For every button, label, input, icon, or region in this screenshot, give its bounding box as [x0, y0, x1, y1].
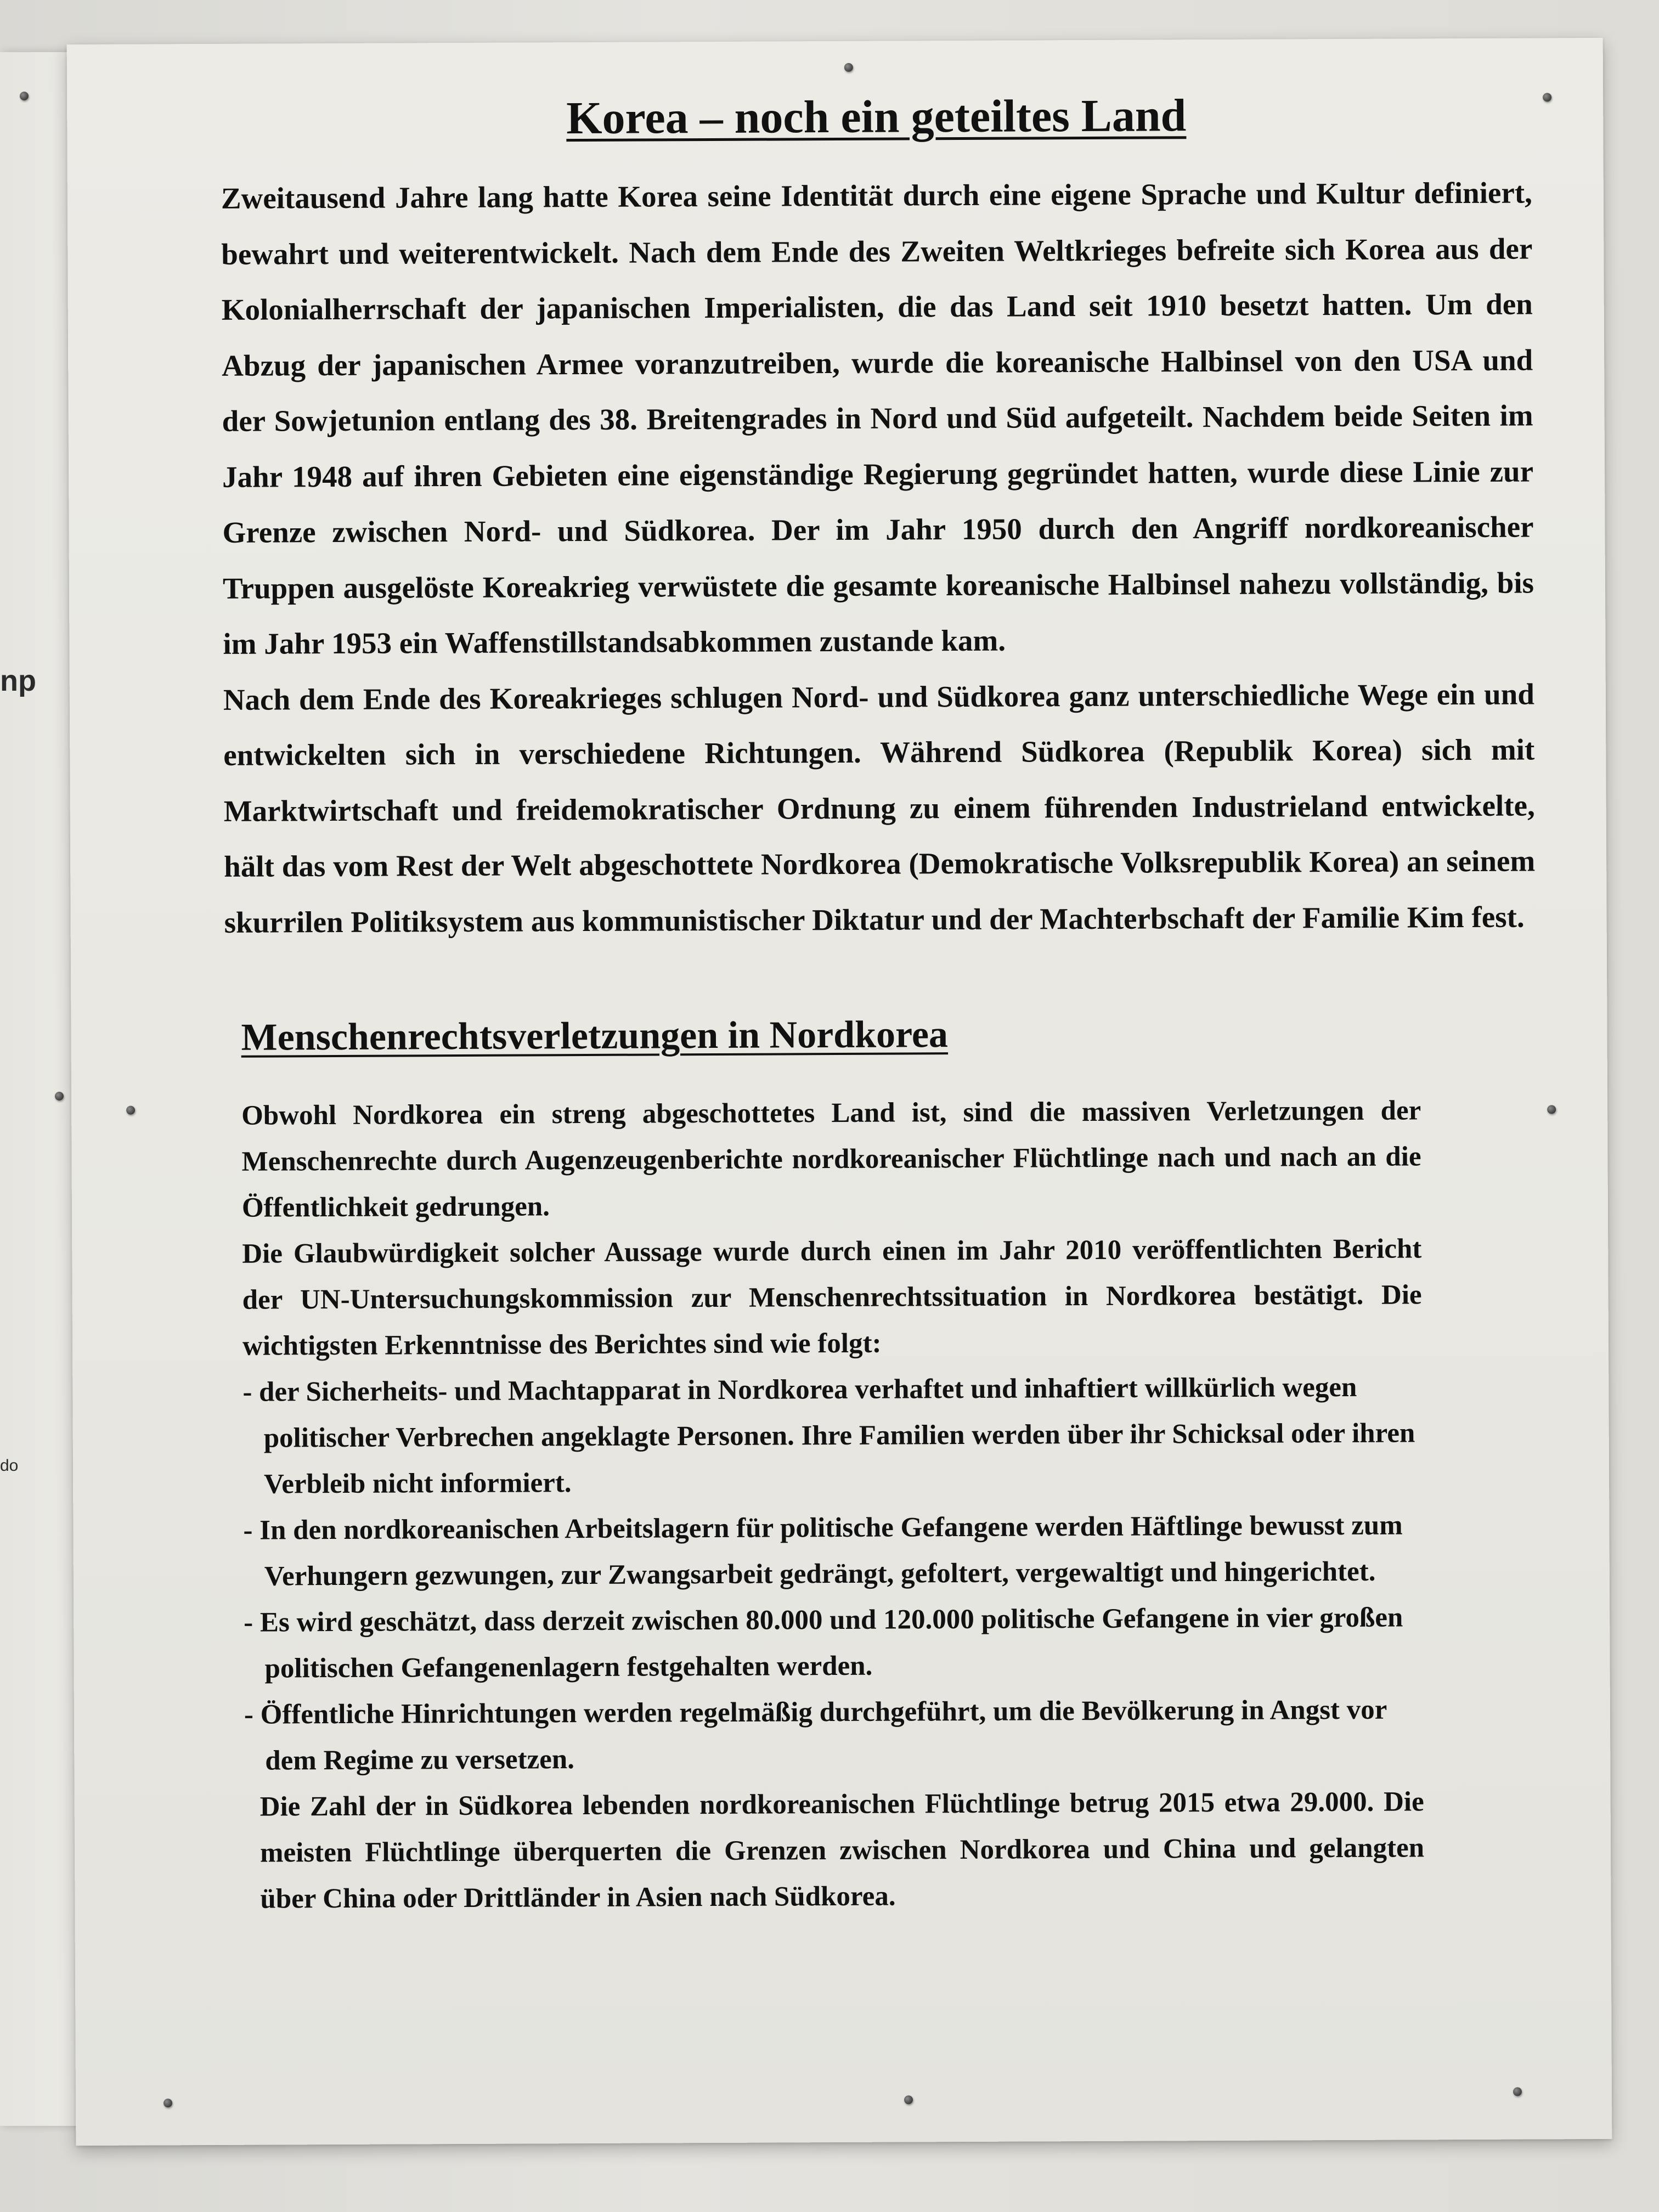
pin-icon — [126, 1106, 135, 1115]
human-rights-section — [241, 1087, 1425, 1922]
findings-list — [242, 1364, 1424, 1784]
pin-icon — [20, 92, 29, 100]
pin-icon — [904, 2095, 913, 2104]
list-item: - Öffentliche Hinrichtungen werden regelmäßig durchgeführt, um die Bevölkerung in Angst vor dem Regime zu versetzen. — [244, 1686, 1424, 1784]
pin-icon — [163, 2098, 172, 2107]
list-item: - Es wird geschätzt, dass derzeit zwischen 80.000 und 120.000 politische Gefangene in vier großen politischen Gefangenenlagern festgehalten werden. — [244, 1594, 1424, 1691]
list-item: - der Sicherheits- und Machtapparat in Nordkorea verhaftet und inhaftiert willkürlich wegen politischer Verbrechen angeklagte Personen. Ihre Familien werden über ihr Schicksal oder ihren Verbleib nicht informiert. — [242, 1364, 1423, 1507]
intro-section — [221, 165, 1536, 950]
closing-paragraph: Die Zahl der in Südkorea lebenden nordkoreanischen Flüchtlinge betrug 2015 etwa 29.000. Die meisten Flüchtlinge überquerten die Grenzen zwischen Nordkorea und China und gelangten über China oder Drittländer in Asien nach Südkorea. — [259, 1786, 1425, 1915]
intro-paragraph: Zweitausend Jahre lang hatte Korea seine Identität durch eine eigene Sprache und Kultur definiert, bewahrt und weiterentwickelt. Nach dem Ende des Zweiten Weltkrieges befreite sich Korea aus der Kolonialherrschaft der japanischen Imperialisten, die das Land seit 1910 besetzt hatten. Um den Abzug der japanischen Armee voranzutreiben, wurde die koreanische Halbinsel von den USA und der Sowjetunion entlang des 38. Breitengrades in Nord und Süd aufgeteilt. Nachdem beide Seiten im Jahr 1948 auf ihren Gebieten eine eigenständige Regierung gegründet hatten, wurde diese Linie zur Grenze zwischen Nord- und Südkorea. Der im Jahr 1950 durch den Angriff nordkoreanischer Truppen ausgelöste Koreakrieg verwüstete die gesamte koreanische Halbinsel nahezu vollständig, bis im Jahr 1953 ein Waffenstillstandsabkommen zustande kam. — [221, 176, 1534, 661]
poster-title: Korea – noch ein geteiltes Land — [566, 90, 1187, 144]
intro-paragraph: Nach dem Ende des Koreakrieges schlugen Nord- und Südkorea ganz unterschiedliche Wege ein und entwickelten sich in verschiedene Richtungen. Während Südkorea (Republik Korea) sich mit Marktwirtschaft und freidemokratischer Ordnung zu einem führenden Industrieland entwickelte, hält das vom Rest der Welt abgeschottete Nordkorea (Demokratische Volksrepublik Korea) an seinem skurrilen Politiksystem aus kommunistischer Diktatur und der Machterbschaft der Familie Kim fest. — [223, 676, 1536, 939]
adjacent-poster-text-fragment: np — [0, 664, 36, 697]
section-paragraph: Die Glaubwürdigkeit solcher Aussage wurde durch einen im Jahr 2010 veröffentlichten Bericht der UN-Untersuchungskommission zur Menschenrechtssituation in Nordkorea bestätigt. Die wichtigsten Erkenntnisse des Berichtes sind wie folgt: — [242, 1233, 1422, 1362]
list-item: - In den nordkoreanischen Arbeitslagern für politische Gefangene werden Häftlinge bewusst zum Verhungern gezwungen, zur Zwangsarbeit gedrängt, gefoltert, vergewaltigt und hingerichtet. — [243, 1502, 1423, 1599]
adjacent-poster-text-fragment: do — [0, 1457, 19, 1475]
poster-content — [221, 87, 1540, 1922]
pin-icon — [1513, 2087, 1522, 2096]
pin-icon — [55, 1092, 64, 1101]
section-paragraph: Obwohl Nordkorea ein streng abgeschottetes Land ist, sind die massiven Verletzungen der Menschenrechte durch Augenzeugenberichte nordkoreanischer Flüchtlinge nach und nach an die Öffentlichkeit gedrungen. — [241, 1095, 1421, 1223]
pin-icon — [1543, 93, 1551, 101]
pin-icon — [844, 63, 853, 72]
poster-sheet — [67, 38, 1612, 2146]
section-heading: Menschenrechtsverletzungen in Nordkorea — [241, 1013, 949, 1059]
pin-icon — [1547, 1105, 1556, 1114]
